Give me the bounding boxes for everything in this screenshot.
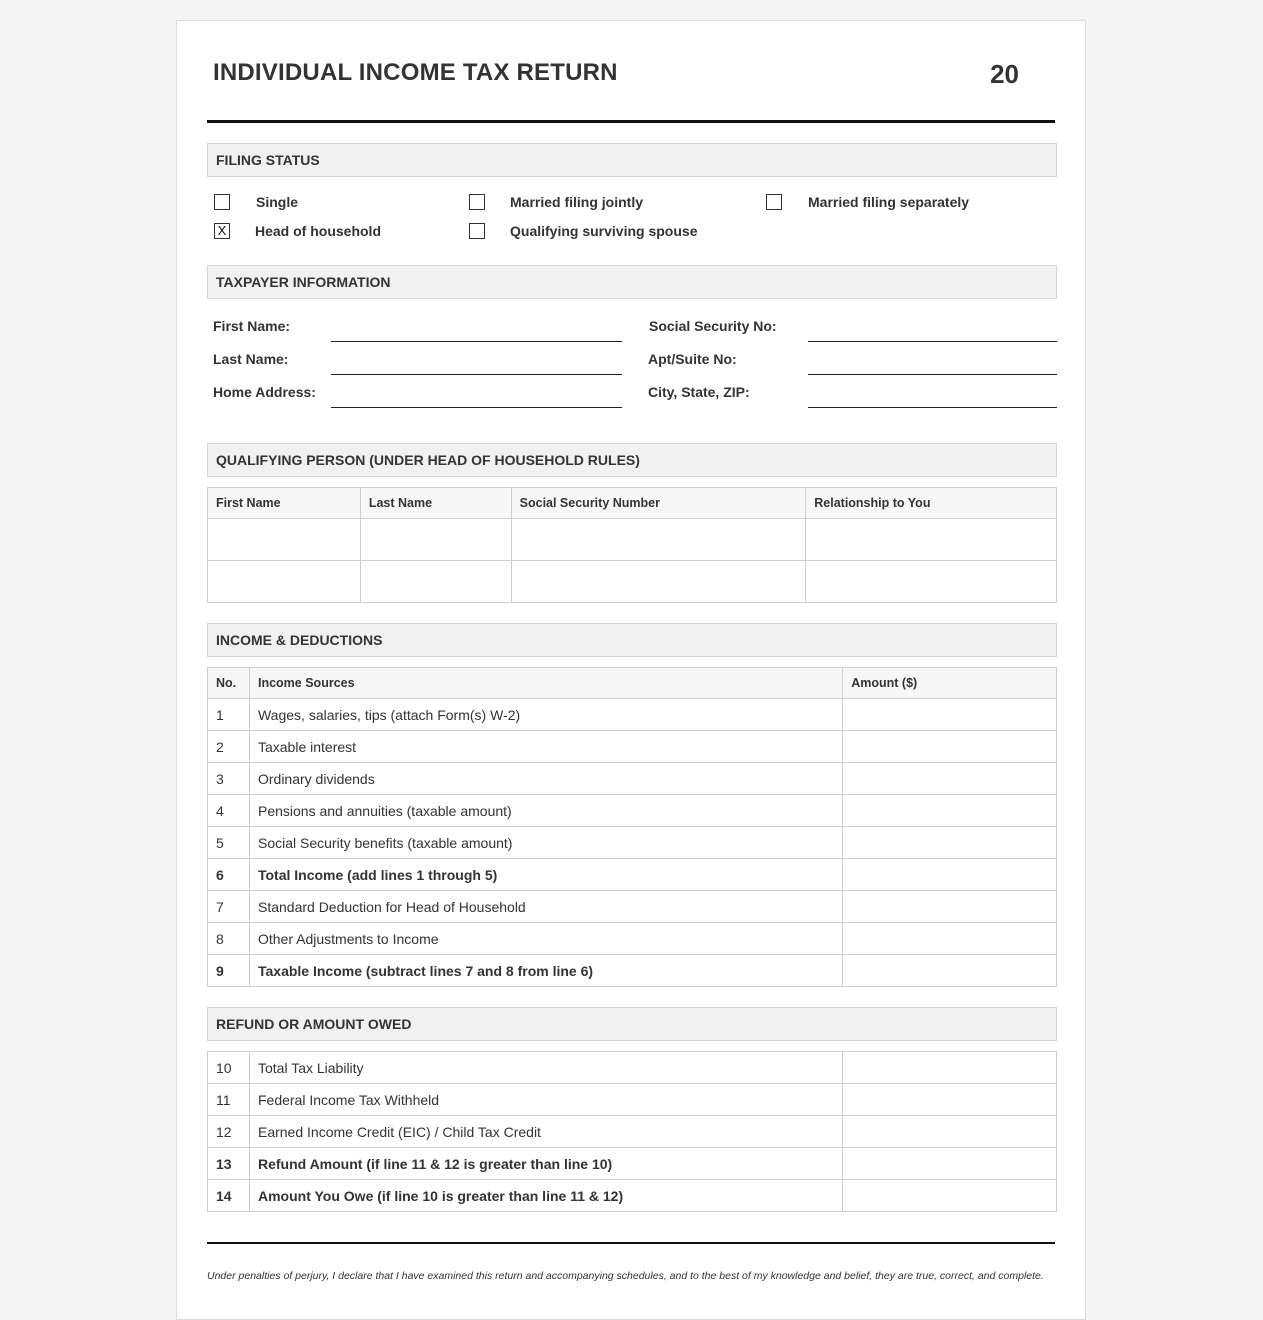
line-label: Pensions and annuities (taxable amount): [249, 795, 842, 827]
column-header: Income Sources: [249, 668, 842, 699]
amount-cell[interactable]: [843, 891, 1057, 923]
table-row: [208, 561, 1057, 603]
ssn-label: Social Security No:: [649, 318, 777, 334]
table-row: [208, 731, 1057, 763]
line-number: 11: [208, 1084, 250, 1116]
last-name-field[interactable]: [331, 374, 622, 375]
table-row: [208, 827, 1057, 859]
amount-cell[interactable]: [843, 1052, 1057, 1084]
line-number: 8: [208, 923, 250, 955]
line-number: 14: [208, 1180, 250, 1212]
line-label: Total Tax Liability: [249, 1052, 842, 1084]
qp-first-name-cell[interactable]: [208, 561, 361, 603]
perjury-declaration: Under penalties of perjury, I declare that I have examined this return and accompanying schedules, and to the best of my knowledge and belief, they are true, correct, and complete.: [207, 1270, 1044, 1282]
line-label: Earned Income Credit (EIC) / Child Tax Credit: [249, 1116, 842, 1148]
column-header: Last Name: [360, 488, 511, 519]
label-single: Single: [256, 194, 299, 210]
tax-year: 20: [990, 59, 1019, 89]
column-header: First Name: [208, 488, 361, 519]
apt-label: Apt/Suite No:: [648, 351, 737, 367]
qp-relationship-cell[interactable]: [806, 519, 1057, 561]
qp-ssn-cell[interactable]: [511, 561, 806, 603]
qualifying-person-heading: QUALIFYING PERSON (UNDER HEAD OF HOUSEHOLD RULES): [207, 443, 1057, 477]
amount-cell[interactable]: [843, 795, 1057, 827]
table-header-row: [208, 668, 1057, 699]
line-label: Amount You Owe (if line 10 is greater than line 11 & 12): [249, 1180, 842, 1212]
line-number: 10: [208, 1052, 250, 1084]
filing-status-heading: FILING STATUS: [207, 143, 1057, 177]
line-label: Taxable Income (subtract lines 7 and 8 from line 6): [249, 955, 842, 987]
home-address-field[interactable]: [331, 407, 622, 408]
label-head-of-household: Head of household: [255, 223, 381, 239]
line-number: 5: [208, 827, 250, 859]
label-married-jointly: Married filing jointly: [510, 194, 644, 210]
qp-ssn-cell[interactable]: [511, 519, 806, 561]
table-row: [208, 1116, 1057, 1148]
first-name-field[interactable]: [331, 341, 622, 342]
table-row: [208, 699, 1057, 731]
table-row: [208, 1052, 1057, 1084]
refund-heading: REFUND OR AMOUNT OWED: [207, 1007, 1057, 1041]
line-number: 1: [208, 699, 250, 731]
table-row: [208, 1084, 1057, 1116]
header-divider: [207, 120, 1055, 123]
line-number: 7: [208, 891, 250, 923]
city-state-zip-label: City, State, ZIP:: [648, 384, 750, 400]
checkbox-married-jointly[interactable]: [469, 194, 485, 210]
label-qualifying-spouse: Qualifying surviving spouse: [510, 223, 698, 239]
taxpayer-info-heading: TAXPAYER INFORMATION: [207, 265, 1057, 299]
table-row: [208, 1180, 1057, 1212]
line-number: 4: [208, 795, 250, 827]
qp-first-name-cell[interactable]: [208, 519, 361, 561]
table-row: [208, 795, 1057, 827]
amount-cell[interactable]: [843, 923, 1057, 955]
column-header: Amount ($): [843, 668, 1057, 699]
checkbox-head-of-household[interactable]: X: [214, 223, 230, 239]
amount-cell[interactable]: [843, 731, 1057, 763]
checkbox-qualifying-spouse[interactable]: [469, 223, 485, 239]
label-married-separately: Married filing separately: [808, 194, 970, 210]
amount-cell[interactable]: [843, 859, 1057, 891]
line-number: 2: [208, 731, 250, 763]
line-label: Total Income (add lines 1 through 5): [249, 859, 842, 891]
line-number: 3: [208, 763, 250, 795]
refund-table: [207, 1051, 1057, 1212]
form-title: INDIVIDUAL INCOME TAX RETURN: [213, 59, 618, 86]
qp-relationship-cell[interactable]: [806, 561, 1057, 603]
home-address-label: Home Address:: [213, 384, 316, 400]
line-number: 9: [208, 955, 250, 987]
amount-cell[interactable]: [843, 1148, 1057, 1180]
apt-field[interactable]: [808, 374, 1057, 375]
line-label: Federal Income Tax Withheld: [249, 1084, 842, 1116]
line-label: Standard Deduction for Head of Household: [249, 891, 842, 923]
line-label: Ordinary dividends: [249, 763, 842, 795]
tax-form-sheet: [176, 20, 1086, 1320]
line-label: Taxable interest: [249, 731, 842, 763]
line-label: Refund Amount (if line 11 & 12 is greater than line 10): [249, 1148, 842, 1180]
city-state-zip-field[interactable]: [808, 407, 1057, 408]
table-row: [208, 763, 1057, 795]
amount-cell[interactable]: [843, 955, 1057, 987]
qp-last-name-cell[interactable]: [360, 561, 511, 603]
column-header: Social Security Number: [511, 488, 806, 519]
table-header-row: [208, 488, 1057, 519]
table-row: [208, 923, 1057, 955]
table-row: [208, 1148, 1057, 1180]
amount-cell[interactable]: [843, 827, 1057, 859]
column-header: No.: [208, 668, 250, 699]
table-row: [208, 891, 1057, 923]
footer-divider: [207, 1242, 1055, 1244]
ssn-field[interactable]: [808, 341, 1057, 342]
amount-cell[interactable]: [843, 763, 1057, 795]
amount-cell[interactable]: [843, 699, 1057, 731]
line-label: Other Adjustments to Income: [249, 923, 842, 955]
amount-cell[interactable]: [843, 1084, 1057, 1116]
line-number: 12: [208, 1116, 250, 1148]
line-number: 6: [208, 859, 250, 891]
column-header: Relationship to You: [806, 488, 1057, 519]
table-row: [208, 955, 1057, 987]
qualifying-person-table: [207, 487, 1057, 603]
checkbox-married-separately[interactable]: [766, 194, 782, 210]
amount-cell[interactable]: [843, 1180, 1057, 1212]
amount-cell[interactable]: [843, 1116, 1057, 1148]
line-label: Wages, salaries, tips (attach Form(s) W-2): [249, 699, 842, 731]
first-name-label: First Name:: [213, 318, 291, 334]
checkbox-single[interactable]: [214, 194, 230, 210]
last-name-label: Last Name:: [213, 351, 289, 367]
line-label: Social Security benefits (taxable amount): [249, 827, 842, 859]
income-deductions-heading: INCOME & DEDUCTIONS: [207, 623, 1057, 657]
table-row: [208, 519, 1057, 561]
income-table: [207, 667, 1057, 987]
line-number: 13: [208, 1148, 250, 1180]
qp-last-name-cell[interactable]: [360, 519, 511, 561]
table-row: [208, 859, 1057, 891]
